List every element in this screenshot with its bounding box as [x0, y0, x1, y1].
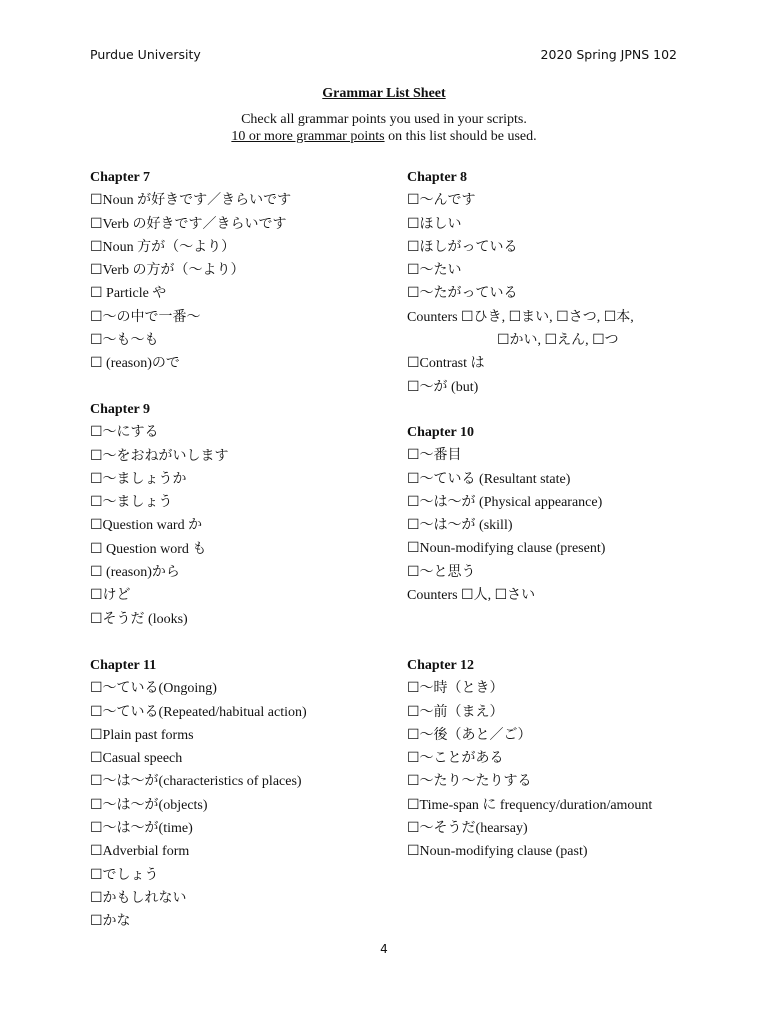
grammar-item[interactable]: ☐かな [90, 914, 131, 930]
instruction-line-1: Check all grammar points you used in your scripts. [241, 112, 527, 127]
grammar-item[interactable]: ☐〜ている(Repeated/habitual action) [90, 704, 307, 720]
chapter-7 [90, 166, 291, 376]
grammar-item[interactable]: ☐ (reason)から [90, 565, 180, 581]
grammar-item[interactable]: ☐〜は〜が (Physical appearance) [407, 494, 603, 510]
grammar-item[interactable]: ☐ほしがっている [407, 239, 518, 255]
grammar-item[interactable]: ☐ Question word も [90, 541, 207, 557]
grammar-item[interactable]: ☐ Particle や [90, 286, 167, 302]
grammar-item[interactable]: ☐かもしれない [90, 890, 187, 906]
grammar-item[interactable]: ☐〜の中で一番〜 [90, 309, 201, 325]
chapter-8 [407, 166, 634, 399]
grammar-item[interactable]: ☐〜は〜が(time) [90, 821, 193, 837]
grammar-item[interactable]: ☐Noun 方が（〜より） [90, 239, 236, 255]
grammar-item[interactable]: ☐〜時（とき） [407, 681, 504, 697]
grammar-item[interactable]: ☐〜をおねがいします [90, 448, 229, 464]
grammar-item[interactable]: ☐〜が (but) [407, 379, 479, 395]
grammar-item[interactable]: ☐〜そうだ(hearsay) [407, 821, 528, 837]
grammar-item[interactable]: ☐Verb の方が（〜より） [90, 263, 245, 279]
grammar-item[interactable]: ☐けど [90, 588, 131, 604]
grammar-item[interactable]: ☐〜は〜が (skill) [407, 518, 513, 534]
grammar-item[interactable]: ☐〜んです [407, 193, 476, 209]
page-number: 4 [380, 942, 388, 956]
counters-line[interactable]: Counters ☐ひき, ☐まい, ☐さつ, ☐本, [407, 309, 634, 325]
chapter-12 [407, 654, 652, 864]
grammar-item[interactable]: ☐〜たい [407, 263, 462, 279]
instruction-emphasis: 10 or more grammar points [231, 129, 385, 144]
counters-line[interactable]: ☐かい, ☐えん, ☐つ [497, 333, 619, 349]
chapter-title: Chapter 10 [407, 425, 475, 440]
grammar-item[interactable]: ☐ほしい [407, 216, 462, 232]
grammar-item[interactable]: ☐Question ward か [90, 518, 203, 534]
chapter-title: Chapter 11 [90, 658, 157, 673]
grammar-item[interactable]: ☐〜ている(Ongoing) [90, 681, 217, 697]
chapter-9 [90, 398, 229, 631]
grammar-item[interactable]: ☐Noun が好きです／きらいです [90, 193, 292, 209]
instruction-line-2 [0, 129, 768, 145]
grammar-item[interactable]: ☐〜ている (Resultant state) [407, 471, 571, 487]
grammar-item[interactable]: ☐Plain past forms [90, 727, 194, 743]
grammar-item[interactable]: ☐そうだ (looks) [90, 611, 188, 627]
instruction-rest: on this list should be used. [384, 129, 537, 144]
chapter-title: Chapter 12 [407, 658, 475, 673]
grammar-item[interactable]: ☐〜ましょうか [90, 471, 187, 487]
grammar-item[interactable]: ☐Noun-modifying clause (present) [407, 541, 606, 557]
header-course: 2020 Spring JPNS 102 [540, 47, 677, 62]
page-title: Grammar List Sheet [322, 86, 446, 101]
grammar-item[interactable]: ☐〜前（まえ） [407, 704, 504, 720]
chapter-10 [407, 421, 605, 607]
grammar-item[interactable]: ☐〜も〜も [90, 333, 159, 349]
grammar-item[interactable]: ☐〜は〜が(objects) [90, 797, 208, 813]
grammar-item[interactable]: ☐Noun-modifying clause (past) [407, 844, 588, 860]
grammar-item[interactable]: ☐Contrast は [407, 356, 485, 372]
header-institution: Purdue University [90, 47, 201, 62]
grammar-item[interactable]: ☐〜は〜が(characteristics of places) [90, 774, 302, 790]
chapter-11 [90, 654, 307, 934]
grammar-item[interactable]: ☐〜番目 [407, 448, 462, 464]
grammar-item[interactable]: ☐〜たり〜たりする [407, 774, 532, 790]
chapter-title: Chapter 9 [90, 402, 151, 417]
chapter-title: Chapter 7 [90, 170, 151, 185]
grammar-item[interactable]: ☐ (reason)ので [90, 356, 180, 372]
counters-line[interactable]: Counters ☐人, ☐さい [407, 588, 536, 604]
grammar-item[interactable]: ☐Adverbial form [90, 844, 190, 860]
grammar-item[interactable]: ☐〜後（あと／ご） [407, 727, 532, 743]
grammar-item[interactable]: ☐〜ことがある [407, 751, 504, 767]
grammar-item[interactable]: ☐でしょう [90, 867, 159, 883]
chapter-title: Chapter 8 [407, 170, 468, 185]
grammar-item[interactable]: ☐〜ましょう [90, 495, 173, 511]
grammar-item[interactable]: ☐Verb の好きです／きらいです [90, 216, 287, 232]
grammar-item[interactable]: ☐Casual speech [90, 751, 183, 767]
grammar-item[interactable]: ☐〜と思う [407, 564, 476, 580]
grammar-item[interactable]: ☐Time-span に frequency/duration/amount [407, 797, 653, 813]
grammar-item[interactable]: ☐〜たがっている [407, 286, 518, 302]
grammar-item[interactable]: ☐〜にする [90, 425, 159, 441]
